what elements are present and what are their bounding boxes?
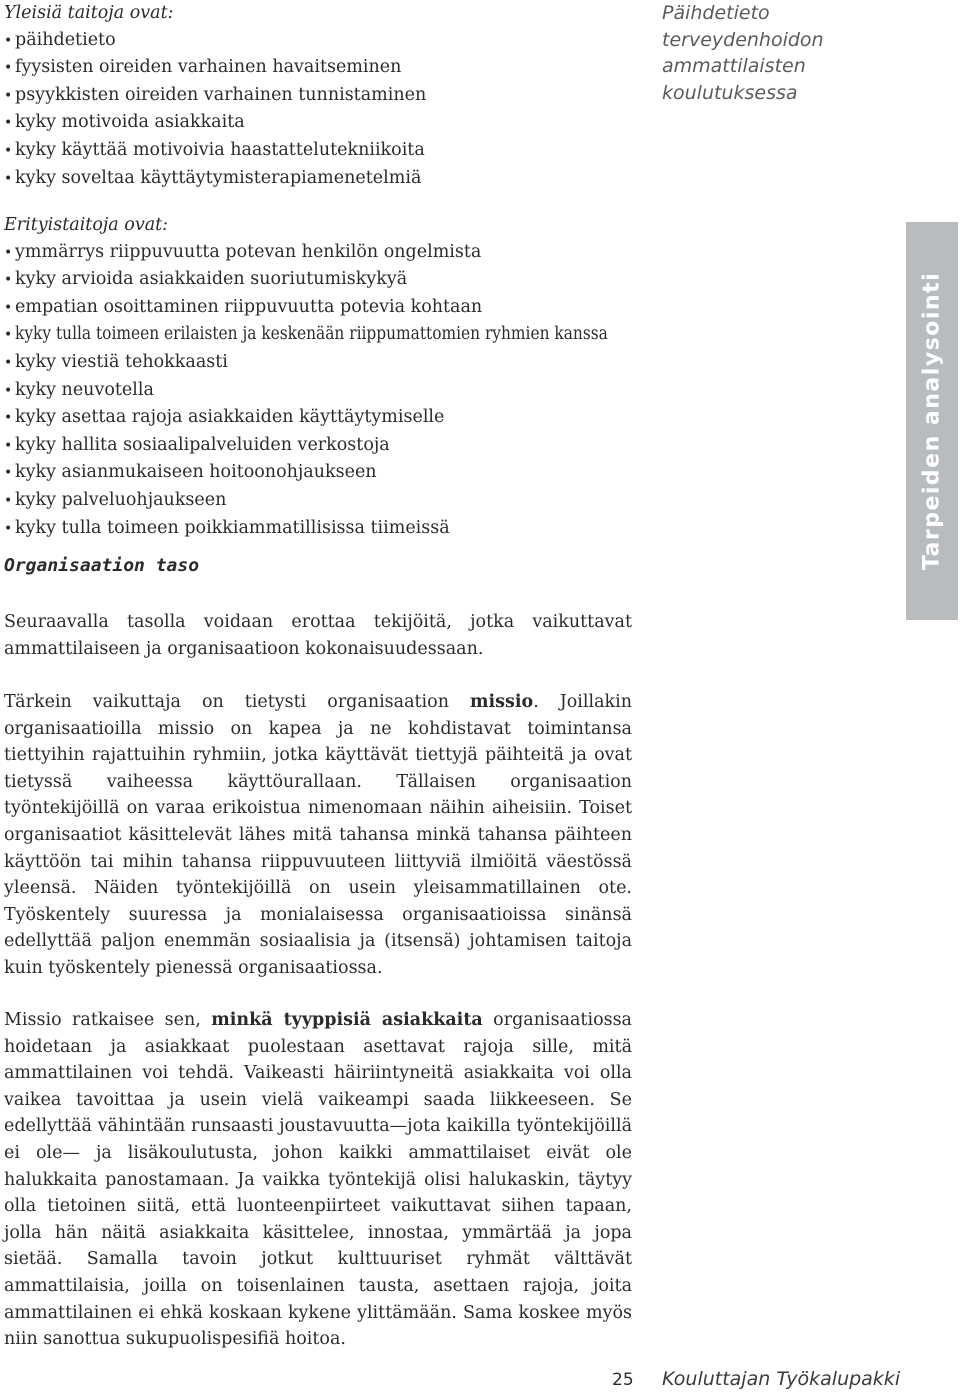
bullet-icon: • xyxy=(4,382,13,399)
list-item: • kyky palveluohjaukseen xyxy=(4,487,689,515)
list-item: • kyky tulla toimeen erilaisten ja keskenään riippumattomien ryhmien kanssa xyxy=(4,321,689,349)
paragraph-intro: Seuraavalla tasolla voidaan erottaa tekijöitä, jotka vaikuttavat ammattilaiseen ja organisaatioon kokonaisuudessaan. xyxy=(4,612,632,659)
footer-title: Kouluttajan Työkalupakki xyxy=(662,1368,901,1390)
special-skills-list xyxy=(4,239,689,543)
bullet-icon: • xyxy=(4,32,13,49)
list-item: • kyky käyttää motivoivia haastattelutekniikoita xyxy=(4,137,426,165)
list-item: • kyky soveltaa käyttäytymisterapiamenetelmiä xyxy=(4,165,426,193)
list-item: • kyky viestiä tehokkaasti xyxy=(4,349,689,377)
bullet-icon: • xyxy=(4,520,13,537)
bullet-icon: • xyxy=(4,244,13,261)
running-header xyxy=(662,0,824,106)
bullet-icon: • xyxy=(4,354,13,371)
running-header-line: koulutuksessa xyxy=(662,81,798,104)
bullet-icon: • xyxy=(4,60,13,77)
list-item: • kyky neuvotella xyxy=(4,377,689,405)
general-skills-heading: Yleisiä taitoja ovat: xyxy=(4,3,174,23)
list-item: • kyky motivoida asiakkaita xyxy=(4,109,426,137)
general-skills-list xyxy=(4,27,426,193)
list-item: • empatian osoittaminen riippuvuutta potevia kohtaan xyxy=(4,294,689,322)
paragraph-mission: Tärkein vaikuttaja on tietysti organisaation missio. Joillakin organisaatioilla missio on kapea ja ne kohdistavat toimintansa tiettyihin rajattuihin ryhmiin, jotka käyttävät tiettyjä päihteitä ja ovat tietyssä vaiheessa käyttöurallaan. Tällaisen organisaation työntekijöillä on varaa erikoistua nimenomaan näihin aiheisiin. Toiset organisaatiot käsittelevät lähes mitä tahansa minkä tahansa päihteen käyttöön tai mihin tahansa riippuvuuteen liittyviä ilmiöitä väestössä yleensä. Näiden työntekijöillä on usein yleisammatillainen ote. Työskentely suuressa ja monialaisessa organisaatioissa sinänsä edellyttää paljon enemmän sosiaalisia ja (itsensä) johtamisen taitoja kuin työskentely pienessä organisaatiossa. xyxy=(4,692,633,978)
bullet-icon: • xyxy=(4,437,13,454)
paragraph-clients: Missio ratkaisee sen, minkä tyyppisiä asiakkaita organisaatiossa hoidetaan ja asiakkaat puolestaan asettavat rajoja sille, mitä ammattilainen voi tehdä. Vaikeasti häiriintyneitä asiakkaita voi olla vaikea tavoittaa ja usein vielä vaikeampi saada liikkeeseen. Se edellyttää vähintään runsaasti joustavuutta—jota kaikilla työntekijöillä ei ole— ja lisäkoulutusta, johon kaikki ammattilaiset eivät ole halukkaita panostamaan. Ja vaikka työntekijä olisi halukaskin, täytyy olla tietoinen siitä, että luonteenpiirteet vaikuttavat siihen tapaan, jolla hän näitä asiakkaita käsittelee, innostaa, ymmärtää ja jopa sietää. Samalla tavoin jotkut kulttuuriset ryhmät välttävät ammattilaisia, joilla on toisenlainen tausta, asettaen rajoja, joita ammattilainen ei ehkä koskaan kykene ylittämään. Sama koskee myös niin sanottua sukupuolispesifiä hoitoa. xyxy=(4,1010,632,1350)
section-side-tab xyxy=(906,222,958,620)
list-item: • kyky hallita sosiaalipalveluiden verkostoja xyxy=(4,432,689,460)
bullet-icon: • xyxy=(4,327,13,344)
list-item: • psyykkisten oireiden varhainen tunnistaminen xyxy=(4,82,426,110)
special-skills-block xyxy=(4,212,689,542)
bullet-icon: • xyxy=(4,87,13,104)
list-item: • fyysisten oireiden varhainen havaitseminen xyxy=(4,54,426,82)
page-number: 25 xyxy=(612,1370,634,1390)
running-header-line: ammattilaisten xyxy=(662,55,806,77)
bullet-icon: • xyxy=(4,492,13,509)
list-item: • päihdetieto xyxy=(4,27,426,55)
list-item: • kyky asettaa rajoja asiakkaiden käyttäytymiselle xyxy=(4,404,689,432)
list-item: • kyky arvioida asiakkaiden suoriutumiskykyä xyxy=(4,266,689,294)
running-header-line: terveydenhoidon xyxy=(662,28,824,51)
list-item: • kyky tulla toimeen poikkiammatillisissa tiimeissä xyxy=(4,515,689,543)
section-heading: Organisaation taso xyxy=(4,555,200,576)
bullet-icon: • xyxy=(4,299,13,316)
list-item: • kyky asianmukaiseen hoitoonohjaukseen xyxy=(4,459,689,487)
bullet-icon: • xyxy=(4,465,13,482)
bullet-icon: • xyxy=(4,410,13,427)
general-skills-block xyxy=(4,0,426,192)
running-header-line: Päihdetieto xyxy=(662,2,770,24)
bullet-icon: • xyxy=(4,115,13,132)
emphasis-text: missio xyxy=(469,692,534,712)
emphasis-text: minkä tyyppisiä asiakkaita xyxy=(211,1010,483,1030)
list-item: • ymmärrys riippuvuutta potevan henkilön ongelmista xyxy=(4,239,689,267)
special-skills-heading: Erityistaitoja ovat: xyxy=(4,215,169,235)
bullet-icon: • xyxy=(4,170,13,187)
bullet-icon: • xyxy=(4,142,13,159)
side-tab-label: Tarpeiden analysointi xyxy=(919,271,945,571)
bullet-icon: • xyxy=(4,272,13,289)
